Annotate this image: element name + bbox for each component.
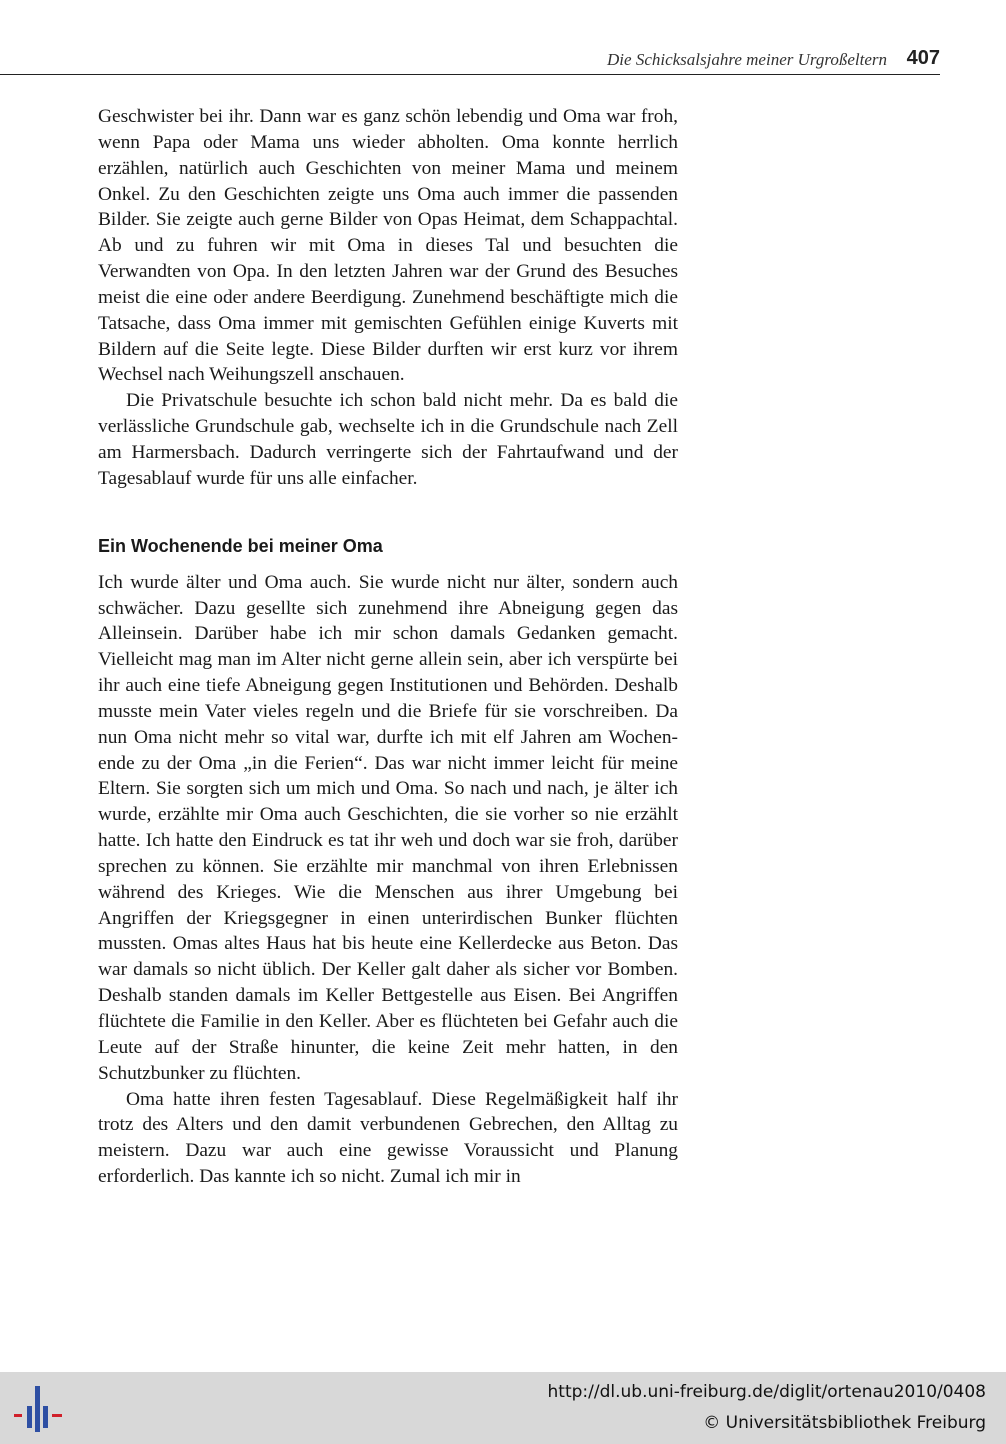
footer-copyright: © Universitätsbibliothek Freiburg bbox=[703, 1413, 986, 1433]
paragraph: Geschwister bei ihr. Dann war es ganz schön lebendig und Oma war froh, wenn Papa oder Mama uns wieder abholten. Oma konnte herrlich erzählen, natürlich auch Geschichten von meiner Mama und meinem Onkel. Zu den Geschichten zeigte uns Oma auch immer die passenden Bilder. Sie zeigte auch gerne Bilder von Opas Heimat, dem Schappachtal. Ab und zu fuhren wir mit Oma in dieses Tal und besuchten die Verwandten von Opa. In den letzten Jahren war der Grund des Besuches meist die eine oder andere Beerdigung. Zunehmend beschäftigte mich die Tatsache, dass Oma immer mit gemischten Gefühlen einige Kuverts mit Bildern auf die Seite legte. Diese Bilder durften wir erst kurz vor ihrem Wechsel nach Weihungszell anschauen. bbox=[98, 106, 678, 386]
paragraph: Die Privatschule besuchte ich schon bald nicht mehr. Da es bald die verlässliche Grundschule gab, wechselte ich in die Grundschule nach Zell am Harmersbach. Dadurch verringerte sich der Fahrtaufwand und der Tagesablauf wurde für uns alle einfacher. bbox=[98, 390, 678, 489]
footer-bar bbox=[0, 1372, 1006, 1444]
body-text bbox=[98, 104, 678, 1190]
running-header bbox=[0, 40, 940, 75]
paragraph: Oma hatte ihren festen Tagesablauf. Diese Regelmäßigkeit half ihr trotz des Alters und den damit verbundenen Gebrechen, den Alltag zu meistern. Dazu war auch eine gewisse Voraussicht und Planung erforderlich. Das kannte ich so nicht. Zumal ich mir in bbox=[98, 1088, 678, 1188]
running-title: Die Schicksalsjahre meiner Urgroßeltern bbox=[607, 50, 887, 69]
section-heading: Ein Wochenende bei meiner Oma bbox=[98, 535, 383, 556]
paragraph: Ich wurde älter und Oma auch. Sie wurde nicht nur älter, sondern auch schwächer. Dazu gesellte sich zunehmend ihre Abneigung gegen das Alleinsein. Darüber habe ich mir schon damals Gedanken gemacht. Vielleicht mag man im Alter nicht gerne allein sein, aber ich verspürte bei ihr auch eine tiefe Abneigung gegen Institutionen und Behörden. Deshalb musste mein Vater vieles regeln und die Briefe für sie vorschreiben. Da nun Oma nicht mehr so vital war, durfte ich mit elf Jahren am Wochenende zu der Oma „in die Ferien“. Das war nicht immer leicht für meine Eltern. Sie sorgten sich um mich und Oma. So nach und nach, je älter ich wurde, erzählte mir Oma auch Geschichten, die sie vorher so nie erzählt hatte. Ich hatte den Eindruck es tat ihr weh und doch war sie froh, darüber sprechen zu können. Sie erzählte mir manchmal von ihren Erlebnissen während des Krieges. Wie die Menschen aus ihrer Umgebung bei Angriffen der Kriegsgegner in einen unterirdischen Bunker flüchten mussten. Omas altes Haus hat bis heute eine Kellerdecke aus Beton. Das war damals so nicht üblich. Der Keller galt daher als sicher vor Bomben. Deshalb standen damals im Keller Bettgestelle aus Eisen. Bei Angriffen flüchtete die Familie in den Keller. Aber es flüchteten bei Gefahr auch die Leute auf der Straße hinunter, die keine Zeit mehr hatten, in den Schutzbunker zu flüchten. bbox=[98, 571, 678, 1084]
ub-freiburg-logo-icon bbox=[14, 1384, 64, 1434]
page-number: 407 bbox=[906, 47, 940, 69]
footer-url-link[interactable]: http://dl.ub.uni-freiburg.de/diglit/ortenau2010/0408 bbox=[547, 1382, 986, 1402]
